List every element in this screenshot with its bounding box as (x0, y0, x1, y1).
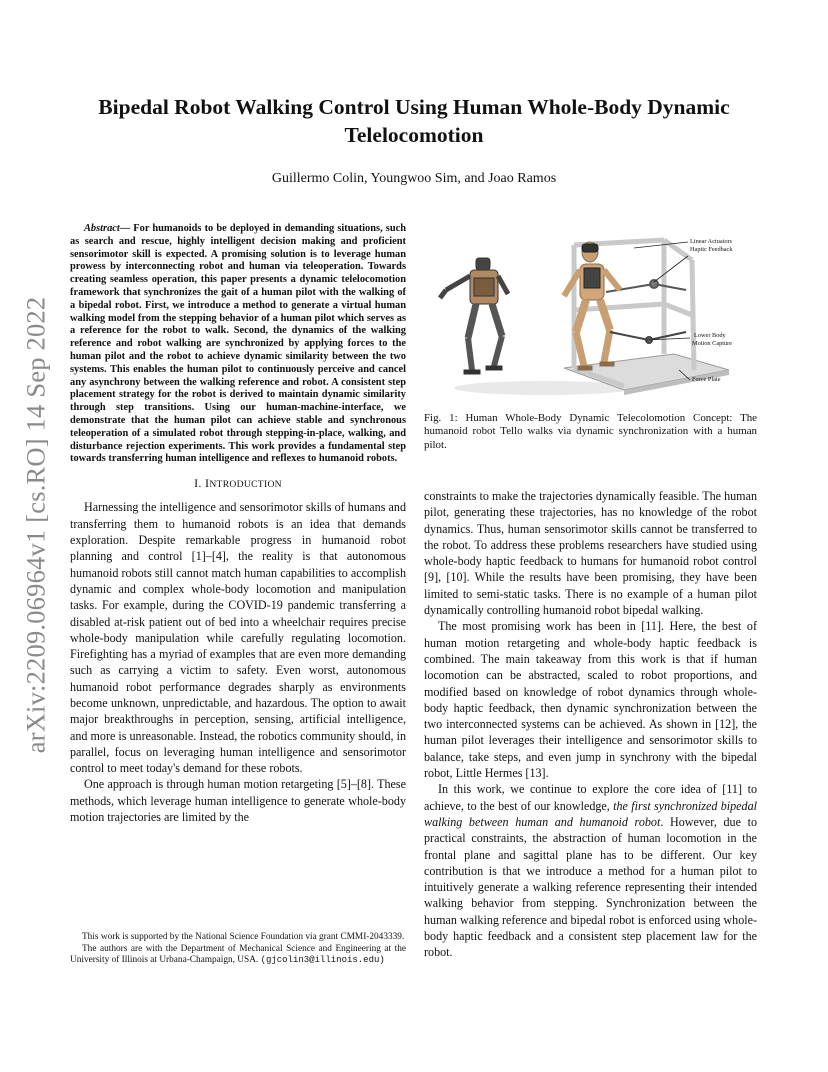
right-paragraph-2: The most promising work has been in [11]. Here, the best of human motion retargeting and whole-body haptic feedback is combined. The main takeaway from this work is that if human locomotion can be abstracted, scaled to robot proportions, and modified based on knowledge of robot dynamics through whole-body haptic feedback, then dynamic synchronization between the two interconnected systems can be achieved. As shown in [12], the human pilot leverages their intelligence and sensorimotor skills to balance, take steps, and even jump in synchrony with the bipedal robot, Little Hermes [13]. (424, 619, 757, 781)
right-paragraph-3-emphasis: the first synchronized bipedal walking between human and humanoid robot (424, 798, 757, 829)
section-title-rest: NTRODUCTION (209, 479, 282, 491)
arxiv-identifier (16, 290, 56, 760)
paper-title: Bipedal Robot Walking Control Using Human Whole-Body Dynamic Telelocomotion (98, 95, 730, 147)
intro-paragraph-1: Harnessing the intelligence and sensorimotor skills of humans and transferring them to humanoid robots is an idea that demands exploration. Despite remarkable progress in humanoid robot planning and control [1]–[4], the reality is that autonomous humanoid robots still cannot match human capabilities to accomplish dynamic and complex whole-body locomotion and manipulation tasks. For example, during the COVID-19 pandemic transferring a disabled at-risk patient out of bed into a wheelchair requires precise whole-body manipulation while carefully regulating locomotion. Firefighting has a myriad of examples that are even more demanding such as carrying a victim to safety. Even worst, autonomous humanoid robot performance degrades sharply as environments become unknown, unpredictable, and hazardous. The option to await major breakthroughs in perception, sensing, artificial intelligence, and more is unreasonable. Instead, the robotics community should, in parallel, focus on leveraging human intelligence and sensorimotor control to meet today's demand for these robots. (70, 500, 406, 776)
right-paragraph-3-b: . However, due to practical constraints, the abstraction of human locomotion in the frontal plane and sagittal plane has to be different. Our key contribution is that we introduce a method for a human pilot to intuitively generate a walking reference representing their intended walking behavior from stepping. Synchronization between the human walking reference and bipedal robot is enforced using whole-body haptic feedback and a consistent step placement law for the robot. (424, 814, 758, 960)
intro-paragraph-2: One approach is through human motion retargeting [5]–[8]. These methods, which leverage human intelligence to generate whole-body motion trajectories are limited by the (70, 777, 406, 825)
label-linear-actuators: Linear Actuators (690, 238, 733, 245)
left-column (70, 223, 406, 825)
author-email: (gjcolin3@illinois.edu) (260, 955, 385, 966)
figure-caption: Fig. 1: Human Whole-Body Dynamic Telecolomotion Concept: The humanoid robot Tello walks via dynamic synchronization with a human pilot. (424, 412, 757, 451)
right-paragraph-3 (424, 781, 757, 960)
arxiv-identifier-text: arXiv:2209.06964v1 [cs.RO] 14 Sep 2022 (20, 296, 51, 754)
humanoid-robot-tello (440, 258, 508, 374)
abstract (70, 223, 406, 466)
lower-body-mocap-linkage (610, 332, 686, 343)
footnote (70, 932, 406, 967)
footnote-affiliation-text: The authors are with the Department of Mechanical Science and Engineering at the University of Illinois at Urbana-Champaign, USA. (70, 943, 406, 966)
label-haptic-feedback: Haptic Feedback (690, 246, 733, 253)
right-paragraph-1: constraints to make the trajectories dynamically feasible. The human pilot, generating these trajectories, has no knowledge of the robot dynamics. Thus, human sensorimotor skills cannot be transferred to the robot. To address these problems researchers have studied using whole-body haptic feedback to humans for humanoid robot control [9], [10]. While the results have been promising, they have been limited to semi-static tasks. There is no example of a human pilot dynamically controlling humanoid robot bipedal walking. (424, 489, 757, 618)
label-motion-capture: Motion Capture (692, 340, 733, 347)
abstract-lead: Abstract (84, 223, 120, 234)
abstract-text: — For humanoids to be deployed in demanding situations, such as search and rescue, highly intelligent decision making and proficient sensorimotor skill is expected. A promising solution is to leverage human prowess by interconnecting robot and human via teleoperation. Towards creating seamless operation, this paper presents a dynamic telelocomotion framework that synchronizes the gait of a human pilot with the walking of a bipedal robot. First, we introduce a method to generate a virtual human walking model from the stepping behavior of a human pilot which serves as a reference for the robot to walk. Second, the dynamics of the walking reference and robot walking are synchronized by applying forces to the human pilot and the robot to achieve dynamic similarity between the two systems. This enables the human pilot to continuously perceive and cancel any asynchrony between the walking reference and robot. A consistent step placement strategy for the robot is derived to maintain dynamic similarity through step transitions. Using our human-machine-interface, we demonstrate that the human pilot can achieve stable and synchronous teleoperation of a simulated robot through stepping-in-place, walking, and disturbance rejection experiments. This work provides a fundamental step towards transferring human intelligence and reflexes to humanoid robots. (70, 223, 406, 465)
label-force-plate: Force Plate (692, 376, 721, 383)
footnote-affiliation (70, 944, 406, 967)
label-lower-body: Lower Body (694, 332, 726, 339)
section-number: I. (194, 476, 202, 491)
footnote-funding: This work is supported by the National Science Foundation via grant CMMI-2043339. (82, 932, 405, 942)
figure-telelocomotion-illustration (424, 220, 757, 405)
section-title-initial: I (205, 476, 210, 491)
right-column (424, 488, 757, 961)
section-heading-introduction (70, 475, 406, 493)
right-paragraph-3-a: In this work, we continue to explore the core idea of [11] to achieve, to the best of our knowledge, (424, 782, 757, 813)
author-list: Guillermo Colin, Youngwoo Sim, and Joao Ramos (271, 171, 557, 186)
